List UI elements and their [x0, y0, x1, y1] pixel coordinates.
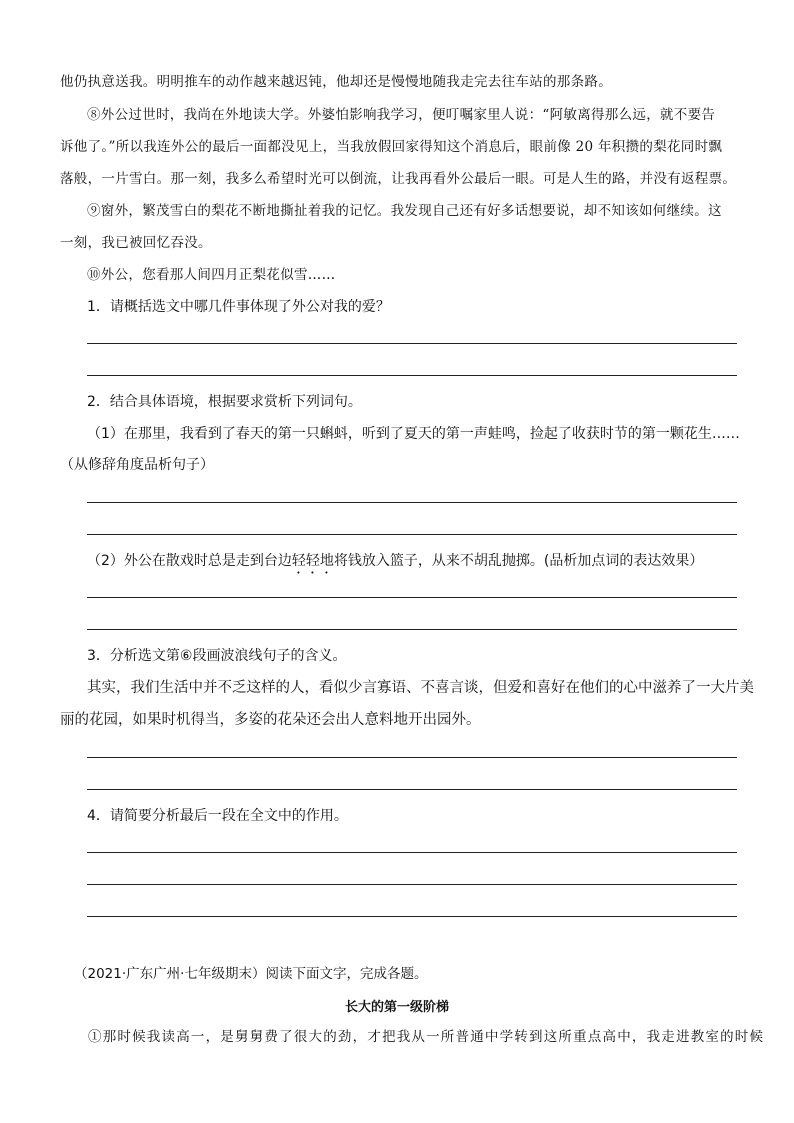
answer-line[interactable]	[87, 629, 737, 630]
wavy-sentence-line1: 其实，我们生活中并不乏这样的人，看似少言寡语、不喜言谈，但爱和喜好在他们的心中滋养了一大片美	[87, 680, 754, 696]
passage-2-paragraph-1-line1: ①那时候我读高一，是舅舅费了很大的劲，才把我从一所普通中学转到这所重点高中，我走进教室的时候	[88, 1029, 765, 1045]
answer-line[interactable]	[87, 916, 737, 917]
question-2-2-suffix: 将钱放入篮子，从来不胡乱抛掷。(品析加点词的表达效果）	[333, 553, 704, 569]
question-3-text: 3．分析选文第⑥段画波浪线句子的含义。	[87, 648, 347, 664]
answer-line[interactable]	[87, 375, 737, 376]
answer-line[interactable]	[87, 343, 737, 344]
question-4-text: 4．请简要分析最后一段在全文中的作用。	[87, 808, 348, 824]
answer-line[interactable]	[87, 534, 737, 535]
question-1-text: 1．请概括选文中哪几件事体现了外公对我的爱？	[87, 299, 390, 315]
question-2-1-line1: （1）在那里，我看到了春天的第一只蝌蚪，听到了夏天的第一声蛙鸣，捡起了收获时节的第一颗花生……	[87, 426, 740, 442]
paragraph-9-line1: ⑨窗外，繁茂雪白的梨花不断地撕扯着我的记忆。我发现自己还有好多话想要说，却不知该如何继续。这	[87, 203, 722, 219]
question-2-1-line2: （从修辞角度品析句子）	[60, 457, 214, 473]
answer-line[interactable]	[87, 884, 737, 885]
wavy-sentence-line2: 丽的花园，如果时机得当，多姿的花朵还会出人意料地开出园外。	[60, 712, 481, 728]
answer-line[interactable]	[87, 757, 737, 758]
paragraph-8-line3: 落般，一片雪白。那一刻，我多么希望时光可以倒流，让我再看外公最后一眼。可是人生的路，并没有返程票。	[60, 171, 737, 187]
dotted-word: 轻轻地	[291, 553, 334, 569]
answer-line[interactable]	[87, 597, 737, 598]
question-2-2	[87, 551, 703, 577]
answer-line[interactable]	[87, 789, 737, 790]
question-2-2-prefix: （2）外公在散戏时总是走到台边	[87, 553, 292, 569]
paragraph-10: ⑩外公，您看那人间四月正梨花似雪……	[87, 267, 336, 283]
passage-source: （2021·广东广州·七年级期末）阅读下面文字，完成各题。	[74, 966, 428, 982]
paragraph-7-tail: 他仍执意送我。明明推车的动作越来越迟钝，他却还是慢慢地随我走完去往车站的那条路。	[60, 74, 612, 90]
paragraph-8-line1: ⑧外公过世时，我尚在外地读大学。外婆怕影响我学习，便叮嘱家里人说：“阿敏离得那么远，就不要告	[87, 107, 716, 123]
passage-title: 长大的第一级阶梯	[344, 1000, 449, 1015]
question-2-text: 2．结合具体语境，根据要求赏析下列词句。	[87, 394, 362, 410]
answer-line[interactable]	[87, 852, 737, 853]
paragraph-8-line2: 诉他了。”所以我连外公的最后一面都没见上，当我放假回家得知这个消息后，眼前像 20 年积攒的梨花同时飘	[60, 139, 723, 155]
paragraph-9-line2: 一刻，我已被回忆吞没。	[60, 235, 212, 251]
answer-line[interactable]	[87, 502, 737, 503]
